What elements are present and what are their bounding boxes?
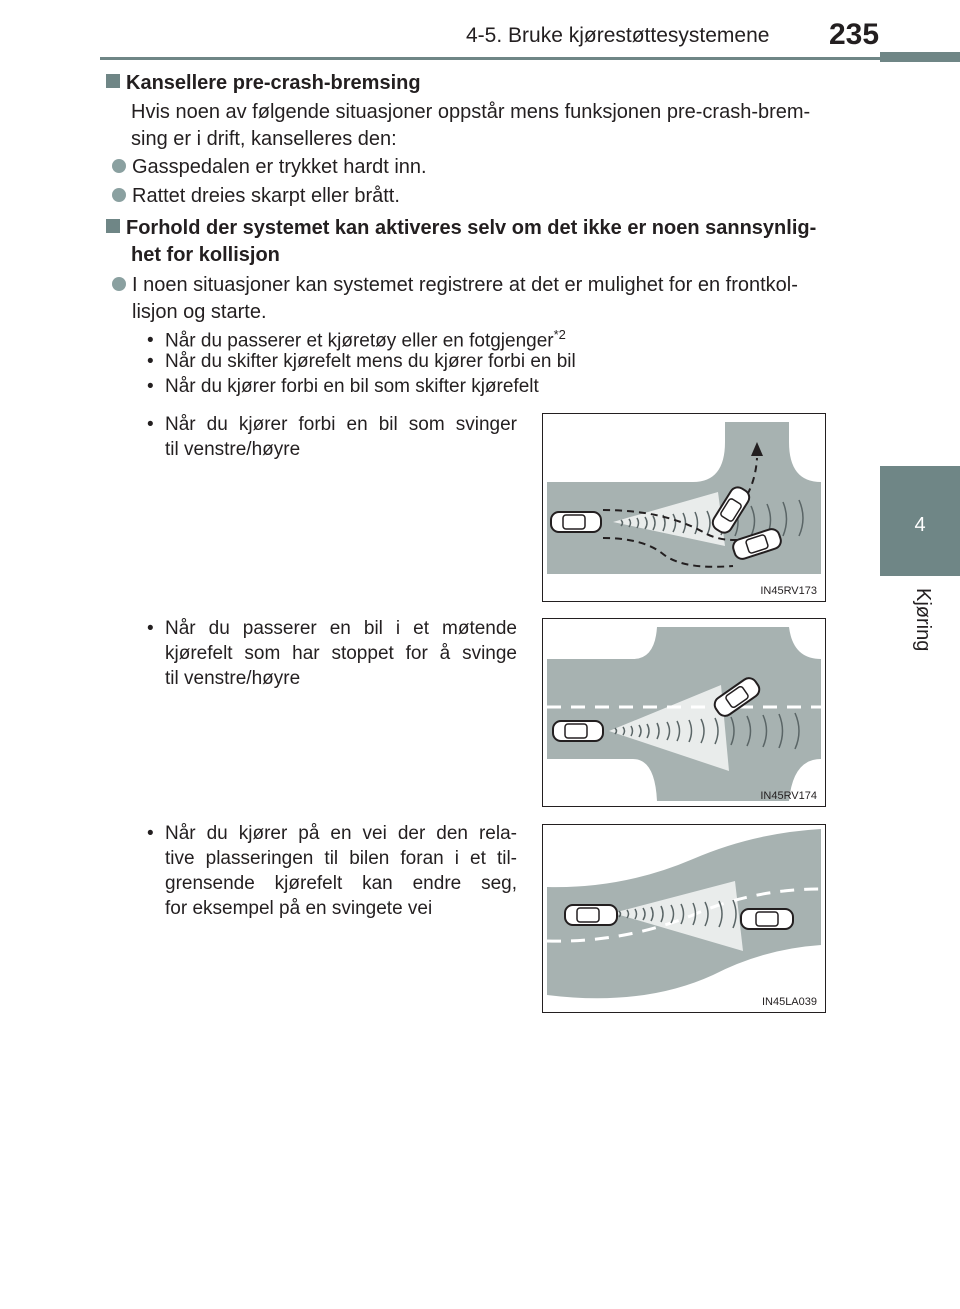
own-car xyxy=(551,512,601,532)
figure-caption-item: • Når du kjører på en vei der den rela- tive plasseringen til bilen foran i et til- grensende kjørefelt kan endre seg, for eksempel på en svingete vei xyxy=(147,823,517,919)
illustration-winding-road xyxy=(542,824,826,1013)
sub-list-item: • Når du skifter kjørefelt mens du kjører forbi en bil xyxy=(147,351,576,372)
caption-line: Når du passerer en bil i et møtende xyxy=(165,618,517,639)
sub-list-item: • Når du passerer et kjøretøy eller en fotgjenger$^{*2}$ xyxy=(147,327,566,352)
figure-code: IN45RV173 xyxy=(760,585,817,597)
footnote-ref: *2 xyxy=(553,327,566,342)
paragraph-line: sing er i drift, kanselleres den: xyxy=(131,128,397,150)
list-item xyxy=(112,272,862,326)
winding-road-illustration xyxy=(543,825,825,1012)
figure-code: IN45RV174 xyxy=(760,790,817,802)
heading-text: Forhold der systemet kan aktiveres selv om det ikke er noen sannsynlig- xyxy=(126,217,817,239)
chapter-number: 4 xyxy=(914,514,926,536)
circle-bullet-icon xyxy=(112,277,126,291)
sub-item-text: Når du skifter kjørefelt mens du kjører forbi en bil xyxy=(165,351,576,372)
heading-text: het for kollisjon xyxy=(131,244,280,266)
header-rule xyxy=(100,57,880,60)
intersection-illustration xyxy=(543,414,825,601)
illustration-turning-car xyxy=(542,413,826,602)
circle-bullet-icon xyxy=(112,159,126,173)
sub-item-text: Når du passerer et kjøretøy eller en fotgjenger xyxy=(165,330,554,352)
bullet-text: I noen situasjoner kan systemet registrere at det er mulighet for en frontkol- xyxy=(132,274,798,296)
caption-line: Når du kjører forbi en bil som svinger xyxy=(165,414,517,435)
bullet-text: Rattet dreies skarpt eller brått. xyxy=(132,185,400,207)
crossing-illustration xyxy=(543,619,825,806)
page-number: 235 xyxy=(829,18,880,51)
paragraph-line: Hvis noen av følgende situasjoner oppstår mens funksjonen pre-crash-brem- xyxy=(131,101,811,123)
list-item xyxy=(112,183,862,210)
section-heading-conditions xyxy=(106,215,866,269)
figure-code: IN45LA039 xyxy=(761,996,817,1008)
circle-bullet-icon xyxy=(112,188,126,202)
chapter-label: Kjøring xyxy=(912,588,934,652)
square-bullet-icon xyxy=(106,219,120,233)
header-rule-accent xyxy=(880,52,960,62)
adjacent-lane-car xyxy=(741,909,793,929)
sub-list-item: • Når du kjører forbi en bil som skifter kjørefelt xyxy=(147,376,539,397)
caption-line: Når du kjører på en vei der den rela- xyxy=(165,823,517,844)
road xyxy=(547,422,821,574)
section-heading-cancel xyxy=(106,70,866,97)
caption-line: tive plasseringen til bilen foran i et til- xyxy=(165,848,517,869)
figure-caption-item: • Når du passerer en bil i et møtende kjørefelt som har stoppet for å svinge til venstre/høyre xyxy=(147,618,517,689)
caption-line: grensende kjørefelt kan endre seg, xyxy=(165,873,517,894)
caption-line: til venstre/høyre xyxy=(165,439,301,460)
square-bullet-icon xyxy=(106,74,120,88)
figure-caption-item: • Når du kjører forbi en bil som svinger til venstre/høyre xyxy=(147,414,517,460)
chapter-tab xyxy=(880,466,960,576)
sub-item-text: Når du kjører forbi en bil som skifter kjørefelt xyxy=(165,376,539,397)
bullet-text: Gasspedalen er trykket hardt inn. xyxy=(132,156,427,178)
paragraph-cancel xyxy=(131,99,861,153)
own-car xyxy=(565,905,617,925)
caption-line: til venstre/høyre xyxy=(165,668,301,689)
illustration-oncoming-car xyxy=(542,618,826,807)
bullet-text: lisjon og starte. xyxy=(132,301,267,323)
list-item xyxy=(112,154,862,181)
caption-line: for eksempel på en svingete vei xyxy=(165,898,433,919)
heading-text: Kansellere pre-crash-bremsing xyxy=(126,72,421,94)
running-header: 4-5. Bruke kjørestøttesystemene xyxy=(466,24,770,47)
own-car xyxy=(553,721,603,741)
caption-line: kjørefelt som har stoppet for å svinge xyxy=(165,643,517,664)
